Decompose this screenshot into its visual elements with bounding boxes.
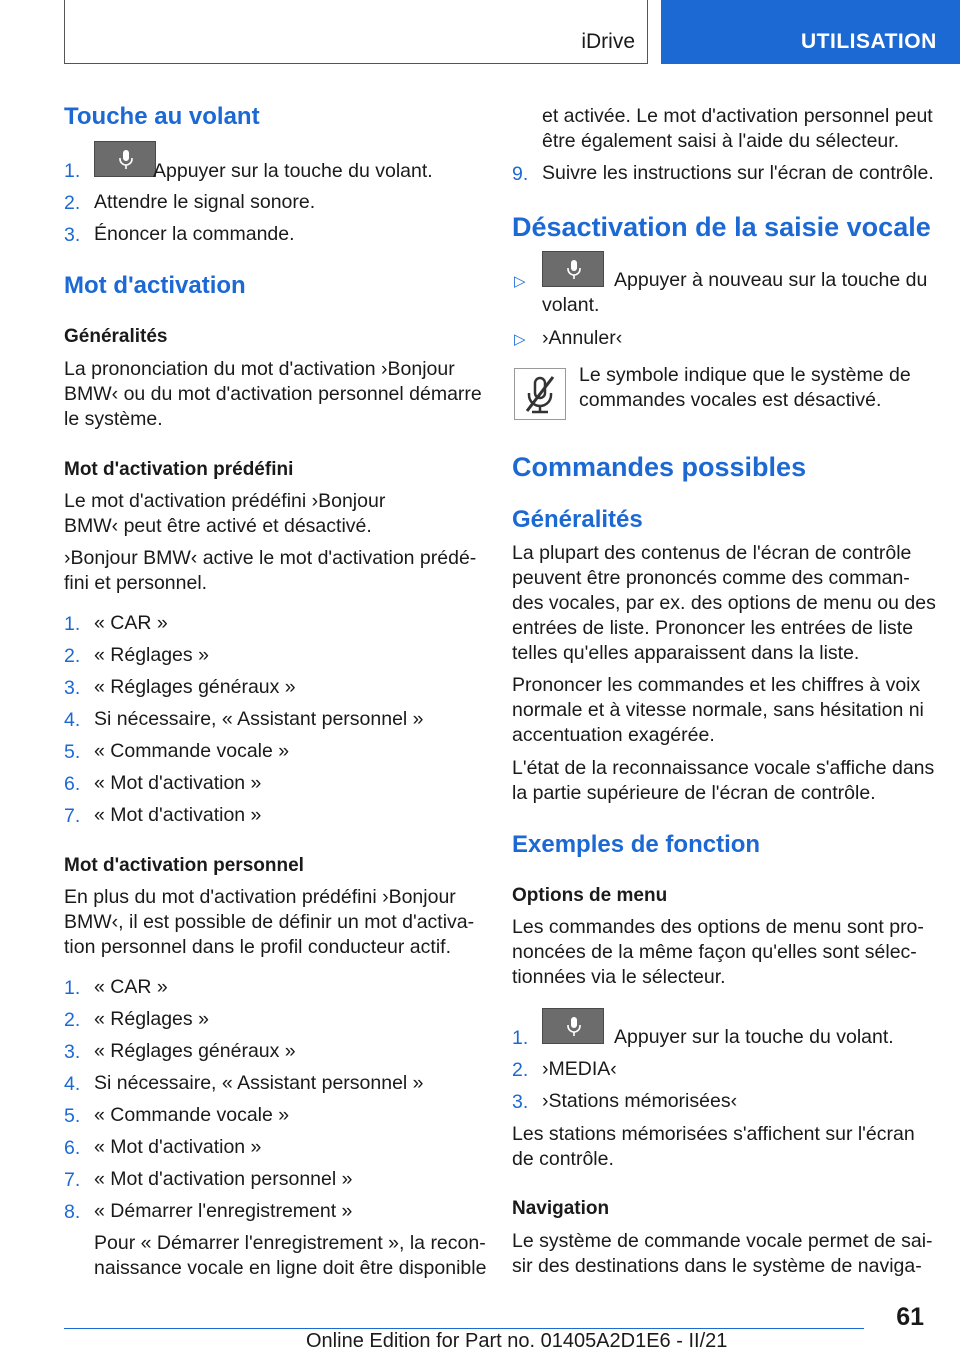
step-number: 1. [64, 613, 81, 635]
step-text: Si nécessaire, « Assistant personnel » [94, 1072, 424, 1094]
heading-commandes: Commandes possibles [512, 452, 807, 482]
step-number: 2. [512, 1059, 529, 1081]
voice-button-image [542, 251, 604, 287]
step-text: « Réglages généraux » [94, 1040, 296, 1062]
paragraph-line: BMW‹ ou du mot d'activation personnel démarre [64, 383, 482, 405]
step-number: 1. [64, 160, 81, 182]
step-number: 3. [64, 1041, 81, 1063]
paragraph-line: La plupart des contenus de l'écran de contrôle [512, 542, 912, 564]
step-text: Attendre le signal sonore. [94, 191, 316, 213]
continued-line: et activée. Le mot d'activation personnel peut [542, 105, 933, 127]
step-number: 7. [64, 805, 81, 827]
header-chapter-tab [661, 0, 960, 64]
step-text: Appuyer sur la touche du volant. [614, 1026, 894, 1048]
paragraph-line: la partie supérieure de l'écran de contrôle. [512, 782, 876, 804]
paragraph-line: de contrôle. [512, 1148, 614, 1170]
bullet-text: volant. [542, 294, 600, 316]
subheading-personnel: Mot d'activation personnel [64, 855, 304, 876]
paragraph-line: L'état de la reconnaissance vocale s'affiche dans [512, 757, 935, 779]
step-text: « Mot d'activation » [94, 804, 262, 826]
paragraph-line: BMW‹ peut être activé et désactivé. [64, 515, 372, 537]
step-number: 3. [64, 677, 81, 699]
subheading-navigation: Navigation [512, 1198, 610, 1219]
step-text: « Mot d'activation » [94, 772, 262, 794]
paragraph-line: peuvent être prononcés comme des comman- [512, 567, 910, 589]
paragraph-line: BMW‹, il est possible de définir un mot d'activa- [64, 911, 475, 933]
step-number: 5. [64, 1105, 81, 1127]
step-text: « Mot d'activation personnel » [94, 1168, 353, 1190]
step-note-line: naissance vocale en ligne doit être disponible [94, 1257, 487, 1279]
step-text: « Réglages généraux » [94, 676, 296, 698]
paragraph-line: telles qu'elles apparaissent dans la liste. [512, 642, 860, 664]
page-number: 61 [896, 1303, 924, 1331]
heading-generalites-2: Généralités [512, 506, 643, 533]
step-text: Si nécessaire, « Assistant personnel » [94, 708, 424, 730]
step-text: « Commande vocale » [94, 740, 290, 762]
subheading-generalites: Généralités [64, 326, 168, 347]
microphone-icon [566, 1017, 582, 1037]
continued-line: être également saisi à l'aide du sélecteur. [542, 130, 900, 152]
paragraph-line: accentuation exagérée. [512, 724, 715, 746]
step-text: ›Stations mémorisées‹ [542, 1090, 738, 1112]
step-text: « Mot d'activation » [94, 1136, 262, 1158]
paragraph-line: entrées de liste. Prononcer les entrées de liste [512, 617, 914, 639]
voice-button-image [94, 141, 156, 177]
step-number: 2. [64, 192, 81, 214]
step-number: 2. [64, 645, 81, 667]
paragraph-line: ›Bonjour BMW‹ active le mot d'activation prédé- [64, 547, 477, 569]
paragraph-line: Les stations mémorisées s'affichent sur l'écran [512, 1123, 915, 1145]
paragraph-line: tion personnel dans le profil conducteur actif. [64, 936, 451, 958]
heading-touche-volant: Touche au volant [64, 103, 260, 130]
edition-note: Online Edition for Part no. 01405A2D1E6 - II/21 [306, 1330, 728, 1352]
step-number: 6. [64, 1137, 81, 1159]
paragraph-line: En plus du mot d'activation prédéfini ›Bonjour [64, 886, 456, 908]
step-text: « CAR » [94, 976, 168, 998]
step-text: « Commande vocale » [94, 1104, 290, 1126]
paragraph-line: sir des destinations dans le système de naviga- [512, 1255, 922, 1277]
microphone-icon [566, 260, 582, 280]
step-number: 9. [512, 163, 529, 185]
paragraph-line: le système. [64, 408, 163, 430]
paragraph-line: fini et personnel. [64, 572, 208, 594]
subheading-options: Options de menu [512, 885, 668, 906]
step-number: 8. [64, 1201, 81, 1223]
microphone-muted-icon [515, 369, 565, 419]
header-section-label: iDrive [581, 30, 635, 53]
microphone-icon [118, 150, 134, 170]
paragraph-line: normale et à vitesse normale, sans hésitation ni [512, 699, 924, 721]
step-text: Énoncer la commande. [94, 223, 295, 245]
note-line: Le symbole indique que le système de [579, 364, 911, 386]
step-number: 1. [512, 1027, 529, 1049]
heading-exemples: Exemples de fonction [512, 831, 761, 858]
step-number: 1. [64, 977, 81, 999]
step-text: ›MEDIA‹ [542, 1058, 617, 1080]
triangle-bullet-icon: ▷ [514, 331, 526, 348]
paragraph-line: des vocales, par ex. des options de menu ou des [512, 592, 936, 614]
paragraph-line: Le mot d'activation prédéfini ›Bonjour [64, 490, 386, 512]
bullet-text: ›Annuler‹ [542, 327, 623, 349]
step-text: « Réglages » [94, 1008, 209, 1030]
step-note-line: Pour « Démarrer l'enregistrement », la recon- [94, 1232, 486, 1254]
step-text: « Démarrer l'enregistrement » [94, 1200, 353, 1222]
step-text: « CAR » [94, 612, 168, 634]
paragraph-line: Prononcer les commandes et les chiffres à voix [512, 674, 921, 696]
paragraph-line: noncées de la même façon qu'elles sont sélec- [512, 941, 917, 963]
triangle-bullet-icon: ▷ [514, 273, 526, 290]
paragraph-line: tionnées via le sélecteur. [512, 966, 726, 988]
step-number: 3. [64, 224, 81, 246]
footer-divider [64, 1328, 864, 1329]
bullet-text: Appuyer à nouveau sur la touche du [614, 269, 928, 291]
step-text: « Réglages » [94, 644, 209, 666]
paragraph-line: La prononciation du mot d'activation ›Bonjour [64, 358, 455, 380]
step-number: 2. [64, 1009, 81, 1031]
voice-button-image [542, 1008, 604, 1044]
subheading-predefini: Mot d'activation prédéfini [64, 459, 294, 480]
step-number: 3. [512, 1091, 529, 1113]
step-number: 4. [64, 709, 81, 731]
step-number: 6. [64, 773, 81, 795]
header-chapter-label: UTILISATION [801, 30, 937, 53]
note-line: commandes vocales est désactivé. [579, 389, 882, 411]
step-text: Suivre les instructions sur l'écran de contrôle. [542, 162, 934, 184]
heading-desactivation: Désactivation de la saisie vocale [512, 212, 931, 242]
header-section-box [64, 0, 648, 64]
step-number: 7. [64, 1169, 81, 1191]
paragraph-line: Les commandes des options de menu sont pro- [512, 916, 924, 938]
paragraph-line: Le système de commande vocale permet de sai- [512, 1230, 933, 1252]
step-number: 4. [64, 1073, 81, 1095]
heading-mot-activation: Mot d'activation [64, 272, 246, 299]
mute-symbol-box [514, 368, 566, 420]
step-text: Appuyer sur la touche du volant. [153, 160, 433, 182]
step-number: 5. [64, 741, 81, 763]
